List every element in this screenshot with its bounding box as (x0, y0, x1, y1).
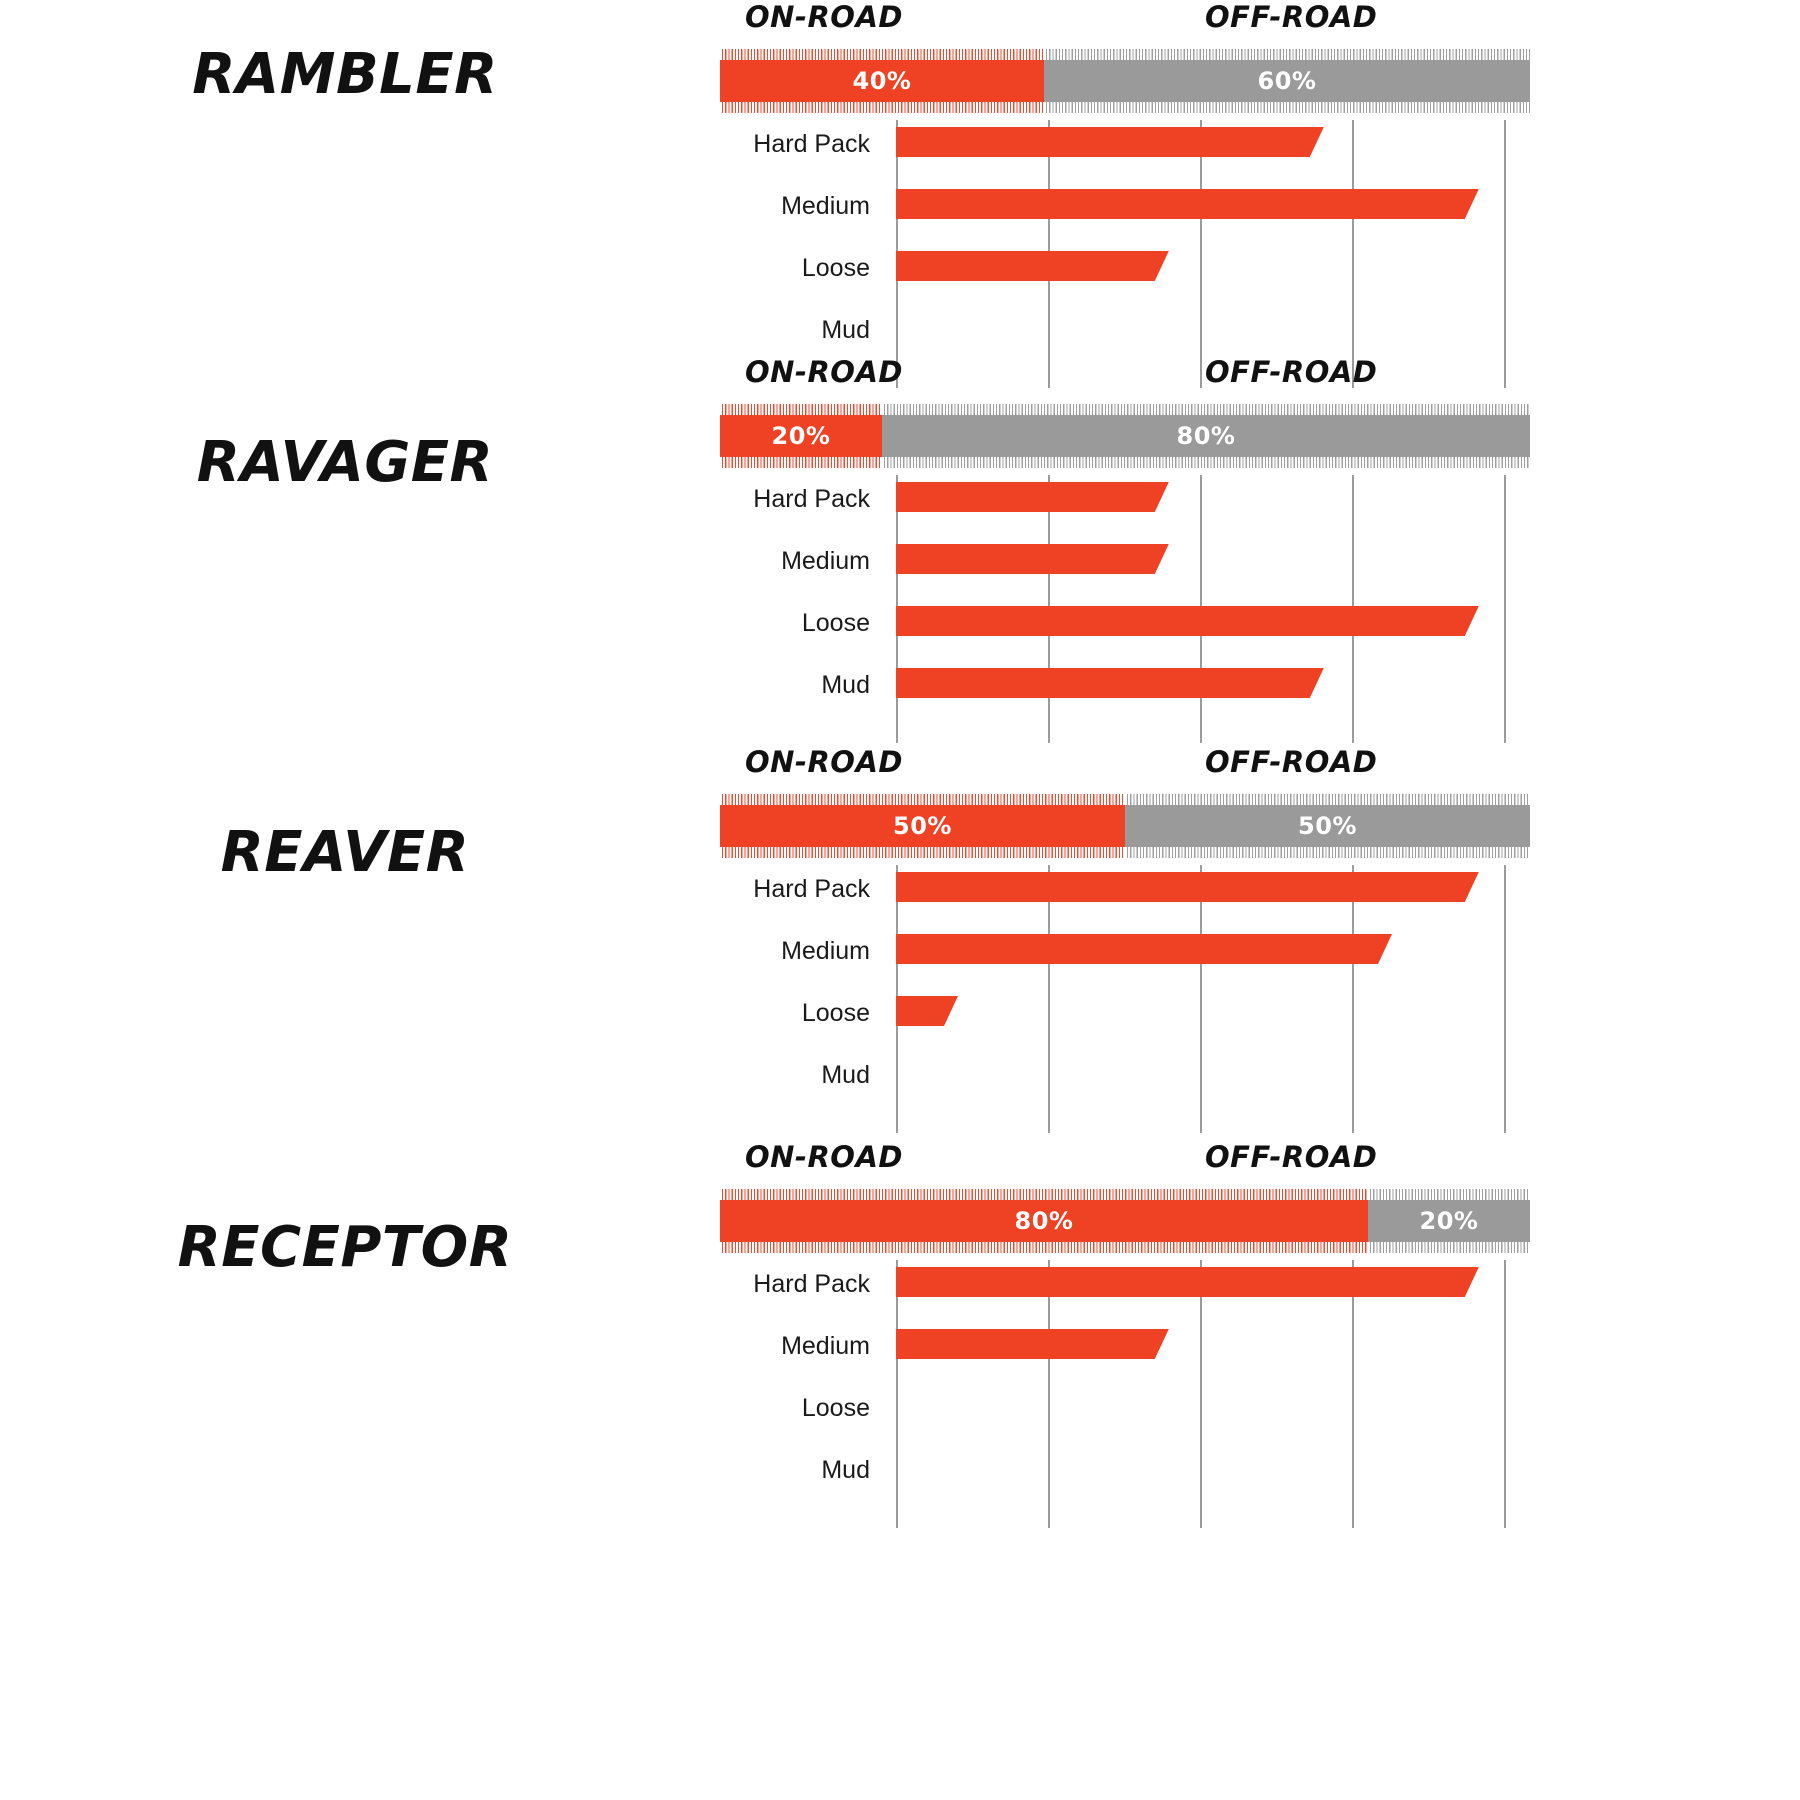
tire-block (0, 745, 1800, 1135)
terrain-label: Mud (821, 671, 870, 699)
on-off-road-ratio-bar (720, 415, 1530, 457)
terrain-row (700, 599, 1800, 661)
on-off-road-ratio-bar (720, 805, 1530, 847)
terrain-row (700, 1322, 1800, 1384)
model-name: RAVAGER (196, 430, 494, 495)
chart-area (700, 1140, 1800, 1528)
off-road-header: OFF-ROAD (1205, 1140, 1378, 1174)
terrain-bar (896, 668, 1324, 698)
model-name: RAMBLER (192, 42, 498, 107)
on-road-segment: 40% (720, 60, 1044, 102)
terrain-bar (896, 606, 1479, 636)
terrain-row (700, 1260, 1800, 1322)
on-road-segment: 50% (720, 805, 1125, 847)
terrain-bar (896, 251, 1169, 281)
terrain-bar (896, 872, 1479, 902)
model-name: REAVER (220, 820, 470, 885)
ratio-bar-wrapper (700, 405, 1800, 467)
terrain-label: Mud (821, 316, 870, 344)
chart-header-row (700, 355, 1800, 401)
terrain-row (700, 1051, 1800, 1113)
terrain-label: Loose (801, 999, 870, 1027)
terrain-bar (896, 934, 1392, 964)
terrain-row (700, 661, 1800, 723)
terrain-bar (896, 482, 1169, 512)
terrain-label: Medium (781, 547, 870, 575)
terrain-subchart (700, 1260, 1800, 1528)
terrain-label: Hard Pack (753, 875, 870, 903)
chart-header-row (700, 1140, 1800, 1186)
terrain-bar (896, 189, 1479, 219)
terrain-row (700, 865, 1800, 927)
chart-header-row (700, 0, 1800, 46)
off-road-segment: 20% (1368, 1200, 1530, 1242)
ratio-bar-wrapper (700, 795, 1800, 857)
off-road-segment: 80% (882, 415, 1530, 457)
off-road-header: OFF-ROAD (1205, 0, 1378, 34)
terrain-row (700, 989, 1800, 1051)
off-road-header: OFF-ROAD (1205, 745, 1378, 779)
terrain-rows (700, 120, 1800, 368)
terrain-row (700, 244, 1800, 306)
on-road-header: ON-ROAD (745, 745, 903, 779)
terrain-rows (700, 865, 1800, 1113)
on-off-road-ratio-bar (720, 1200, 1530, 1242)
terrain-label: Mud (821, 1061, 870, 1089)
on-road-header: ON-ROAD (745, 355, 903, 389)
ratio-bar-wrapper (700, 1190, 1800, 1252)
tire-block (0, 355, 1800, 745)
model-name: RECEPTOR (177, 1215, 513, 1280)
terrain-bar (896, 127, 1324, 157)
on-road-header: ON-ROAD (745, 0, 903, 34)
chart-area (700, 355, 1800, 743)
terrain-subchart (700, 120, 1800, 388)
chart-area (700, 745, 1800, 1133)
terrain-subchart (700, 865, 1800, 1133)
ratio-bar-wrapper (700, 50, 1800, 112)
chart-area (700, 0, 1800, 388)
terrain-label: Loose (801, 609, 870, 637)
on-off-road-ratio-bar (720, 60, 1530, 102)
terrain-rows (700, 475, 1800, 723)
terrain-label: Medium (781, 1332, 870, 1360)
terrain-subchart (700, 475, 1800, 743)
terrain-row (700, 537, 1800, 599)
terrain-label: Hard Pack (753, 1270, 870, 1298)
terrain-label: Loose (801, 254, 870, 282)
terrain-row (700, 182, 1800, 244)
terrain-bar (896, 996, 958, 1026)
on-road-header: ON-ROAD (745, 1140, 903, 1174)
terrain-label: Medium (781, 192, 870, 220)
terrain-rows (700, 1260, 1800, 1508)
off-road-segment: 50% (1125, 805, 1530, 847)
terrain-label: Loose (801, 1394, 870, 1422)
tire-block (0, 0, 1800, 390)
terrain-label: Hard Pack (753, 485, 870, 513)
terrain-bar (896, 544, 1169, 574)
on-road-segment: 80% (720, 1200, 1368, 1242)
terrain-label: Mud (821, 1456, 870, 1484)
terrain-row (700, 1384, 1800, 1446)
terrain-row (700, 120, 1800, 182)
on-road-segment: 20% (720, 415, 882, 457)
terrain-row (700, 927, 1800, 989)
terrain-bar (896, 1329, 1169, 1359)
terrain-row (700, 475, 1800, 537)
chart-header-row (700, 745, 1800, 791)
off-road-header: OFF-ROAD (1205, 355, 1378, 389)
tire-block (0, 1140, 1800, 1610)
terrain-row (700, 1446, 1800, 1508)
off-road-segment: 60% (1044, 60, 1530, 102)
terrain-bar (896, 1267, 1479, 1297)
terrain-label: Hard Pack (753, 130, 870, 158)
terrain-label: Medium (781, 937, 870, 965)
